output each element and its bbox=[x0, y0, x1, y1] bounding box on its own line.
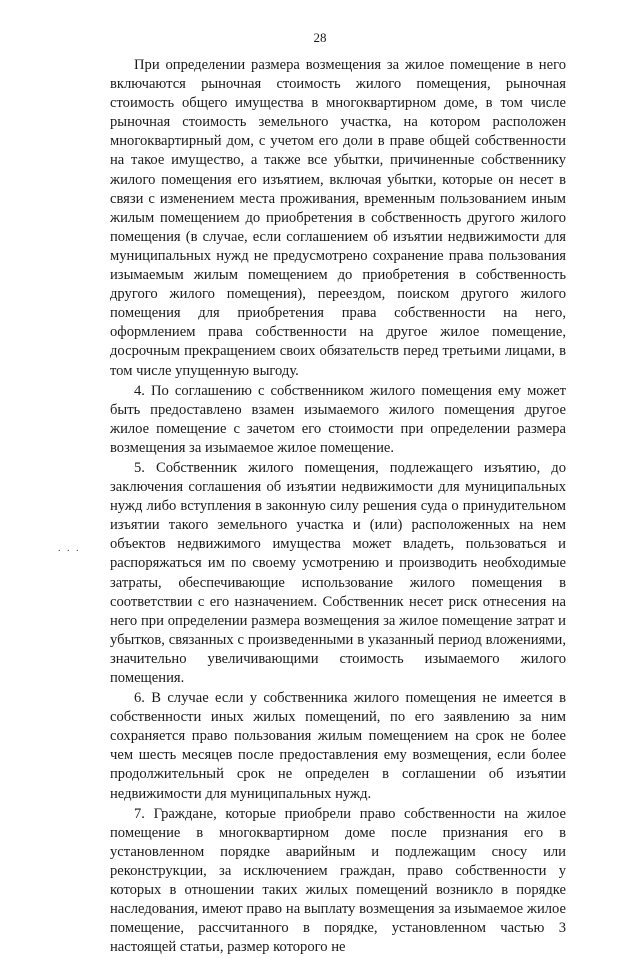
paragraph-6: 6. В случае если у собственника жилого помещения не имеется в собственности иных жилых помещений, по его заявлению за ним сохраняется право пользования жилым помещением на срок не более чем шесть месяцев после предоставления ему возмещения, если более продолжительный срок не определен в соглашении об изъятии недвижимости для муниципальных нужд. bbox=[110, 690, 566, 802]
page-number: 28 bbox=[313, 30, 327, 45]
paragraph-4: 4. По соглашению с собственником жилого помещения ему может быть предоставлено взамен изымаемого жилого помещения другое жилое помещение с зачетом его стоимости при определении размера возмещения за изымаемое жилое помещение. bbox=[110, 382, 566, 456]
margin-scan-marks: . . . bbox=[58, 543, 81, 554]
paragraph-7: 7. Граждане, которые приобрели право собственности на жилое помещение в многоквартирном доме после признания его в установленном порядке аварийным и подлежащим сносу или реконструкции, за исключением граждан, право собственности у которых в отношении таких жилых помещений возникло в порядке наследования, имеют право на выплату возмещения за изымаемое жилое помещение, рассчитанного в порядке, установленном частью 3 настоящей статьи, размер которого не bbox=[110, 805, 566, 956]
document-body bbox=[110, 56, 566, 958]
paragraph-1: При определении размера возмещения за жилое помещение в него включаются рыночная стоимость жилого помещения, рыночная стоимость общего имущества в многоквартирном доме, в том числе рыночная стоимость земельного участка, на котором расположен многоквартирный дом, с учетом его доли в праве общей собственности на такое имущество, а также все убытки, причиненные собственнику жилого помещения его изъятием, включая убытки, которые он несет в связи с изменением места проживания, временным пользованием иным жилым помещением до приобретения в собственность другого жилого помещения (в случае, если соглашением об изъятии недвижимости для муниципальных нужд не предусмотрено сохранение права пользования изымаемым жилым помещением до приобретения в собственность другого жилого помещения), переездом, поиском другого жилого помещения для приобретения права собственности на него, оформлением права собственности на другое жилое помещение, досрочным прекращением своих обязательств перед третьими лицами, в том числе упущенную выгоду. bbox=[110, 57, 566, 379]
paragraph-5: 5. Собственник жилого помещения, подлежащего изъятию, до заключения соглашения об изъятии недвижимости для муниципальных нужд либо вступления в законную силу решения суда о принудительном изъятии такого земельного участка и (или) расположенных на нем объектов недвижимого имущества может владеть, пользоваться и распоряжаться им по своему усмотрению и производить необходимые затраты, обеспечивающие использование жилого помещения в соответствии с его назначением. Собственник несет риск отнесения на него при определении размера возмещения за жилое помещение затрат и убытков, связанных с произведенными в указанный период вложениями, значительно увеличивающими стоимость изымаемого жилого помещения. bbox=[110, 459, 566, 686]
